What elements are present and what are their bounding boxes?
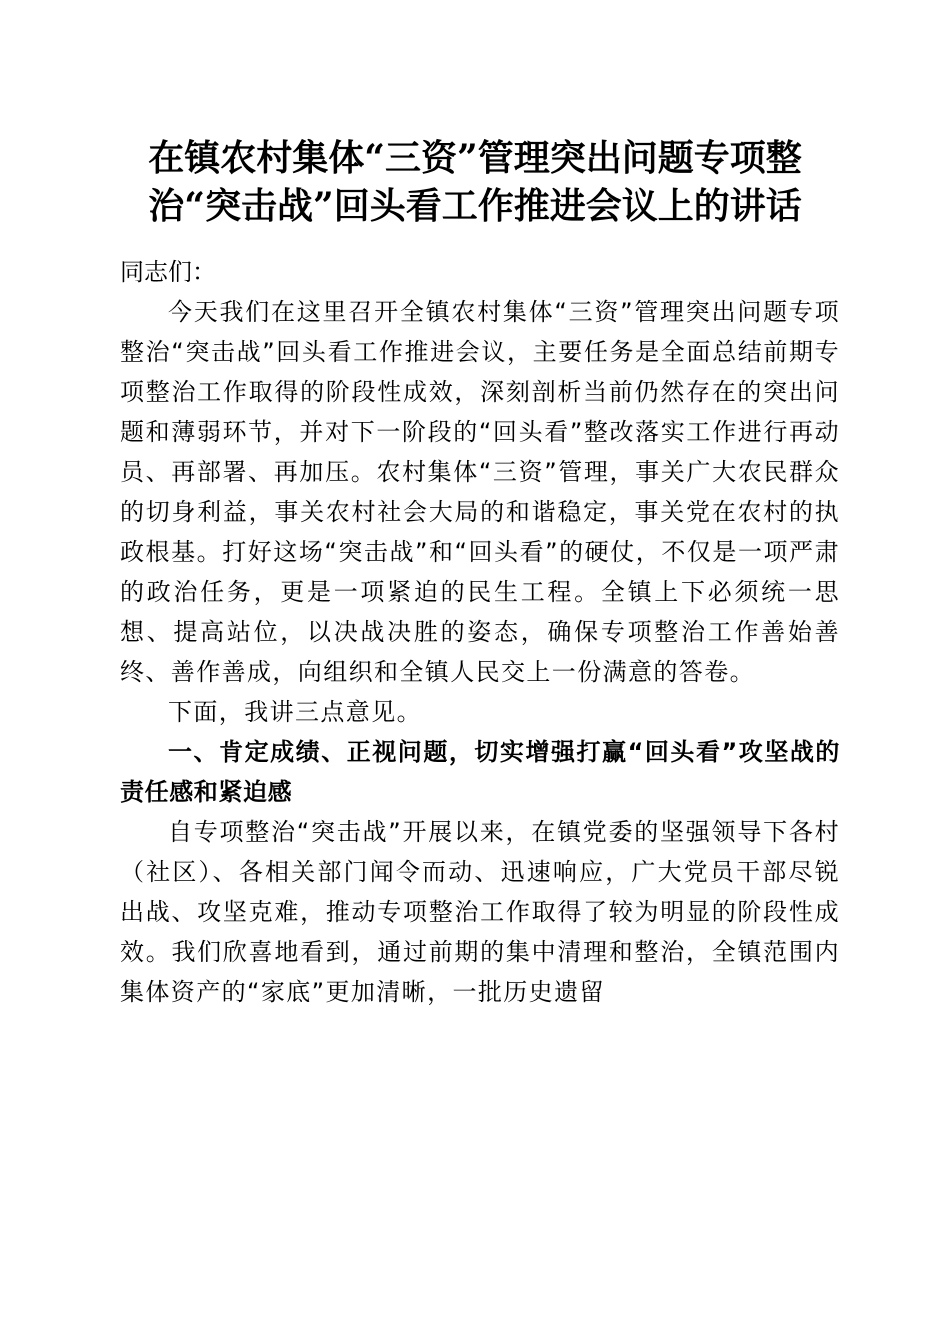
paragraph-section-1: 自专项整治“突击战”开展以来，在镇党委的坚强领导下各村（社区）、各相关部门闻令而动、迅速响应，广大党员干部尽锐出战、攻坚克难，推动专项整治工作取得了较为明显的阶段性成效。我们欣喜地看到，通过前期的集中清理和整治，全镇范围内集体资产的“家底”更加清晰，一批历史遗留 (120, 818, 840, 1006)
title-line-2: 治“突击战”回头看工作推进会议上的讲话 (148, 185, 802, 227)
title-line-1: 在镇农村集体“三资”管理突出问题专项整 (148, 137, 802, 179)
document-body (120, 252, 840, 1012)
paragraph-intro: 下面，我讲三点意见。 (168, 698, 422, 726)
salutation: 同志们： (120, 258, 216, 286)
paragraph-opening: 今天我们在这里召开全镇农村集体“三资”管理突出问题专项整治“突击战”回头看工作推进会议，主要任务是全面总结前期专项整治工作取得的阶段性成效，深刻剖析当前仍然存在的突出问题和薄弱环节，并对下一阶段的“回头看”整改落实工作进行再动员、再部署、再加压。农村集体“三资”管理，事关广大农民群众的切身利益，事关农村社会大局的和谐稳定，事关党在农村的执政根基。打好这场“突击战”和“回头看”的硬仗，不仅是一项严肃的政治任务，更是一项紧迫的民生工程。全镇上下必须统一思想、提高站位，以决战决胜的姿态，确保专项整治工作善始善终、善作善成，向组织和全镇人民交上一份满意的答卷。 (120, 298, 840, 686)
section-heading-1: 一、肯定成绩、正视问题，切实增强打赢“回头看”攻坚战的责任感和紧迫感 (120, 738, 840, 806)
document-title (100, 134, 850, 230)
